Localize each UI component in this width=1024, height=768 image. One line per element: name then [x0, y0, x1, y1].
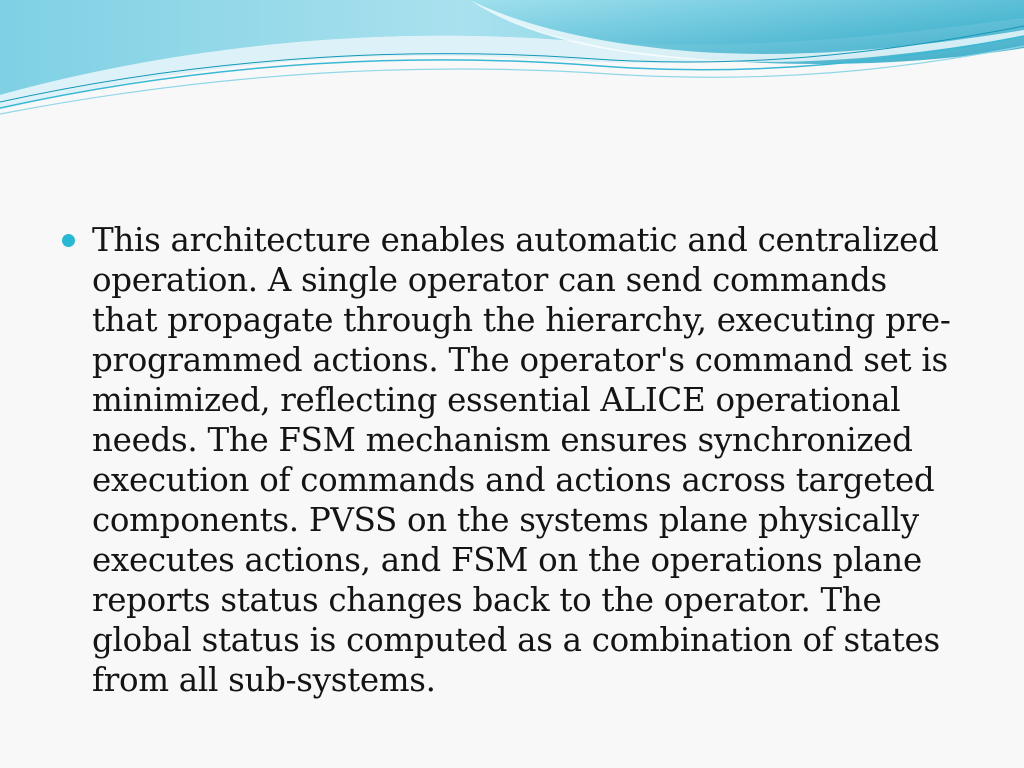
bullet-item: [62, 220, 962, 700]
bullet-dot-icon: [62, 234, 75, 247]
bullet-text: This architecture enables automatic and centralized operation. A single operator can send commands that propagate through the hierarchy, executing pre-programmed actions. The operator's command set is minimized, reflecting essential ALICE operational needs. The FSM mechanism ensures synchronized execution of commands and actions across targeted components. PVSS on the systems plane physically executes actions, and FSM on the operations plane reports status changes back to the operator. The global status is computed as a combination of states from all sub-systems.: [92, 221, 951, 699]
wave-header-decoration: [0, 0, 1024, 130]
content-area: [62, 220, 962, 700]
